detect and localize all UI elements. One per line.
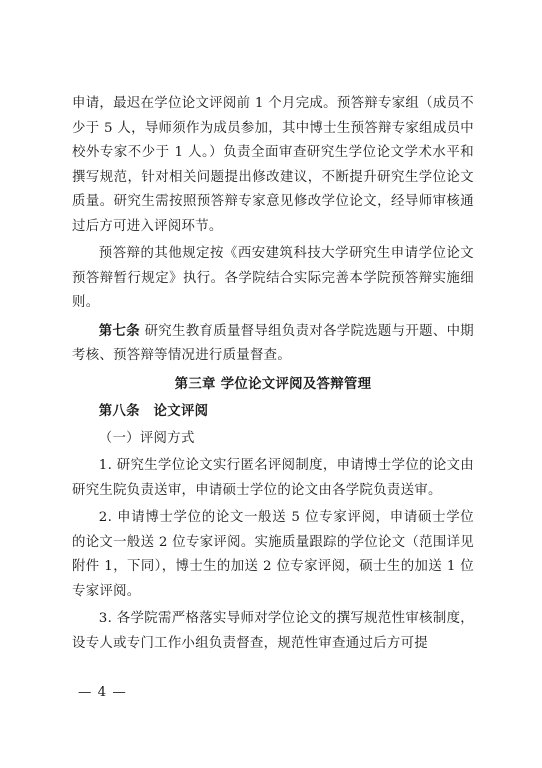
page-number: — 4 —: [78, 685, 127, 700]
subheading-review-method: （一）评阅方式: [98, 430, 195, 446]
paragraph-predefense-panel: 申请，最迟在学位论文评阅前 1 个月完成。预答辩专家组（成员不少于 5 人，导师须作为成员参加，其中博士生预答辩专家组成员中校外专家不少于 1 人。）负责全面审查研究生学位论文学术水平和撰写规范，针对相关问题提出修改建议，不断提升研究生学位论文质量。研究生需按照预答辩专家意见修改学位论文，经导师审核通过后方可进入评阅环节。: [72, 96, 474, 234]
article-7-text: 研究生教育质量督导组负责对各学院选题与开题、中期考核、预答辩等情况进行质量督查。: [72, 323, 474, 363]
document-body: [72, 92, 474, 659]
list-item-2: 2. 申请博士学位的论文一般送 5 位专家评阅，申请硕士学位的论文一般送 2 位专家评阅。实施质量跟踪的学位论文（范围详见附件 1，下同），博士生的加送 2 位专家评阅，硕士生的加送 1 位专家评阅。: [72, 510, 474, 599]
chapter-heading: 第三章 学位论文评阅及答辩管理: [174, 375, 372, 392]
article-7-label: 第七条: [98, 322, 140, 339]
paragraph-predefense-rules: 预答辩的其他规定按《西安建筑科技大学研究生申请学位论文预答辩暂行规定》执行。各学院结合实际完善本学院预答辩实施细则。: [72, 246, 474, 310]
list-item-3: 3. 各学院需严格落实导师对学位论文的撰写规范性审核制度，设专人或专门工作小组负责督查，规范性审查通过后方可提: [72, 611, 474, 651]
article-8-heading: 第八条 论文评阅: [98, 403, 209, 419]
article-7: [72, 319, 474, 369]
list-item-1: 1. 研究生学位论文实行匿名评阅制度，申请博士学位的论文由研究生院负责送审，申请硕士学位的论文由各学院负责送审。: [72, 458, 474, 498]
